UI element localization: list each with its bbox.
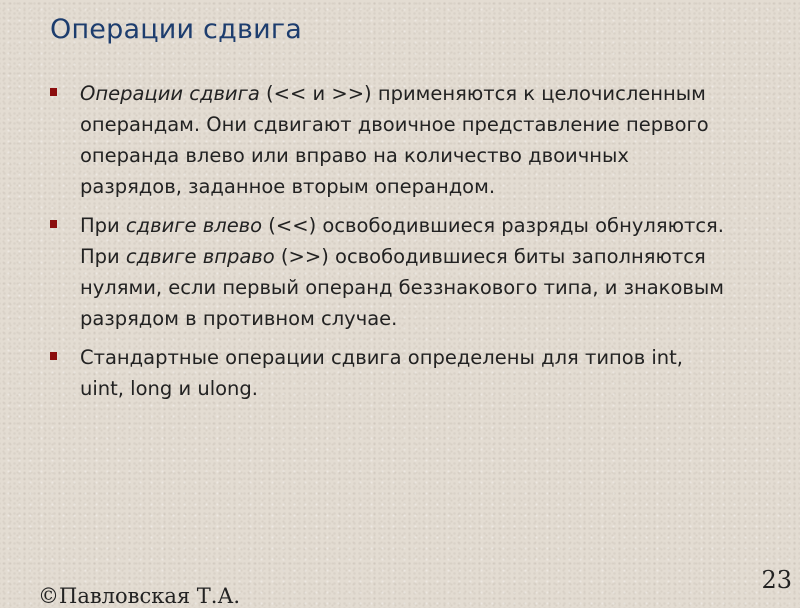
bullet-text: При bbox=[80, 214, 126, 237]
bullet-text-italic: сдвиге вправо bbox=[125, 245, 275, 268]
bullet-marker-icon bbox=[50, 352, 57, 360]
bullet-text-italic: Операции сдвига bbox=[80, 82, 260, 105]
slide-number: 23 bbox=[761, 566, 792, 594]
bullet-item bbox=[50, 78, 730, 202]
bullet-text-italic: сдвиге влево bbox=[125, 214, 263, 237]
bullet-text: (<< и >>) применяются к целочисленным операндам. Они сдвигают двоичное представление первого операнда влево или вправо на количество двоичных разрядов, заданное вторым операндом. bbox=[80, 82, 709, 198]
bullet-item bbox=[50, 342, 730, 404]
bullet-list bbox=[50, 78, 730, 412]
bullet-text: (<<) освободившиеся разряды обнуляются. При bbox=[80, 214, 724, 268]
bullet-item bbox=[50, 210, 730, 334]
bullet-text: Стандартные операции сдвига определены для типов int, uint, long и ulong. bbox=[80, 346, 684, 400]
bullet-text: (>>) освободившиеся биты заполняются нулями, если первый операнд беззнакового типа, и знаковым разрядом в противном случае. bbox=[80, 245, 724, 330]
bullet-marker-icon bbox=[50, 220, 57, 228]
slide-title: Операции сдвига bbox=[50, 14, 302, 45]
copyright-footer: ©Павловская Т.А. bbox=[38, 584, 241, 608]
bullet-marker-icon bbox=[50, 88, 57, 96]
